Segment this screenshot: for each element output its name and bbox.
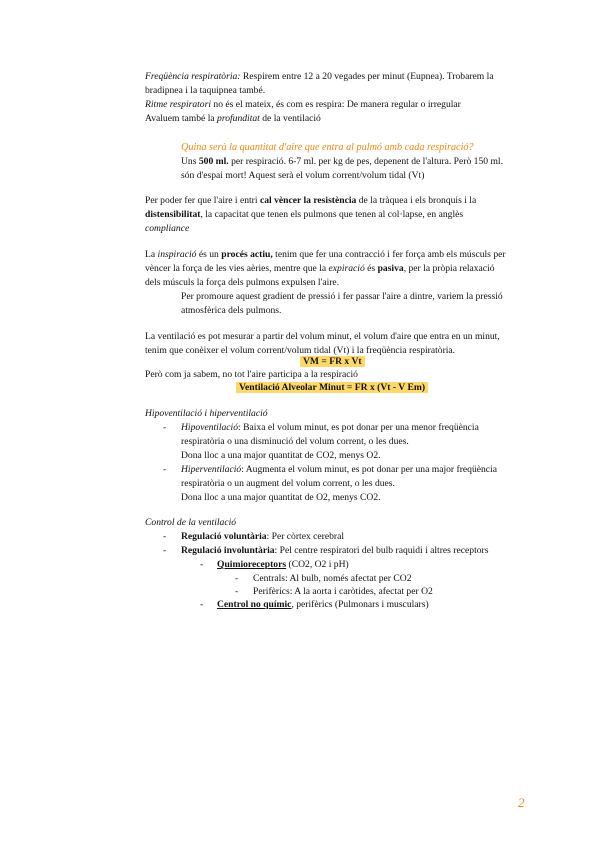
bold-text: procés actiu, — [221, 249, 273, 260]
resistance-line — [145, 194, 476, 208]
formula-text: VM = FR x Vt — [300, 356, 365, 367]
text: : Augmenta el volum minut, es pot donar per una major freqüència — [241, 464, 497, 475]
bold-text: Quimioreceptors — [217, 559, 287, 570]
text-line: Perifèrics: A la aorta i caròtides, afectat per O2 — [253, 586, 433, 597]
text: és un — [196, 249, 222, 260]
chemoreceptors-line — [217, 558, 349, 572]
text: Respirem entre 12 a 20 vegades per minut (Eupnea). Trobarem la — [240, 71, 494, 82]
text-line: bradipnea i la taquipnea també. — [145, 85, 266, 96]
term: profunditat — [217, 113, 260, 124]
compliance-term: compliance — [145, 223, 190, 234]
term: Ritme respiratori — [145, 99, 211, 110]
page-number: 2 — [518, 795, 525, 810]
text: Per poder fer que l'aire i entri — [145, 195, 260, 206]
text-line: atmosfèrica dels pulmons. — [181, 305, 282, 316]
bold-text: cal vèncer la resistència — [259, 195, 357, 206]
inspiration-line — [145, 248, 506, 262]
bullet-dash: - — [163, 531, 167, 542]
text: , la capacitat que tenen els pulmons que tenen al col·lapse, en anglès — [200, 209, 464, 220]
bold-text: Regulació involuntària — [181, 545, 275, 556]
text-line: Per promoure aquest gradient de pressió i fer passar l'aire a dintre, variem la pressió — [181, 291, 503, 302]
text: de la tràquea i els bronquis i la — [356, 195, 477, 206]
text-line: Però com ja sabem, no tot l'aire participa a la respiració — [145, 369, 358, 380]
text-line: La ventilació es pot mesurar a partir del volum minut, el volum d'aire que entra en un minut, — [145, 331, 500, 342]
answer-line — [181, 155, 503, 169]
bullet-dash: - — [200, 559, 204, 570]
text-line: Dona lloc a una major quantitat de O2, menys CO2. — [181, 492, 381, 503]
text: : Baixa el volum minut, es pot donar per una menor freqüència — [238, 422, 479, 433]
text: : Per còrtex cerebral — [266, 531, 345, 542]
bullet-dash: - — [235, 586, 239, 597]
term: Hiperventilació — [181, 464, 242, 475]
depth-line — [145, 112, 321, 126]
formula-text: Ventilació Alveolar Minut = FR x (Vt - V Em) — [236, 382, 428, 393]
text: Avaluem també la — [145, 113, 218, 124]
bold-text: Centrol no químic — [217, 599, 292, 610]
bold-text: distensibilitat — [145, 209, 201, 220]
section-heading: Control de la ventilació — [145, 517, 237, 528]
minute-volume-formula — [300, 355, 365, 369]
text: no és el mateix, és com es respira: De manera regular o irregular — [211, 99, 461, 110]
term: inspiració — [157, 249, 197, 260]
non-chemical-control-line — [217, 598, 429, 612]
bullet-dash: - — [200, 599, 204, 610]
distensibility-line — [145, 208, 463, 222]
text: La — [145, 249, 158, 260]
bullet-dash: - — [163, 464, 167, 475]
voluntary-regulation-line — [181, 530, 344, 544]
bold-text: Regulació voluntària — [181, 531, 267, 542]
respiratory-frequency-line — [145, 70, 494, 84]
text: , perifèrics (Pulmonars i musculars) — [291, 599, 429, 610]
bullet-dash: - — [163, 422, 167, 433]
involuntary-regulation-line — [181, 544, 488, 558]
text: és — [364, 263, 378, 274]
text: tenim que fer una contracció i fer força amb els músculs per — [272, 249, 506, 260]
expiration-line — [145, 262, 495, 276]
alveolar-ventilation-formula — [236, 381, 428, 395]
text: per respiració. 6-7 ml. per kg de pes, depenent de l'altura. Però 150 ml. — [228, 156, 503, 167]
term: Hipoventilació — [181, 422, 239, 433]
bold-text: 500 ml. — [198, 156, 229, 167]
text: vèncer la força de les vies aèries, mentre que la — [145, 263, 329, 274]
text: Uns — [181, 156, 199, 167]
text: de la ventilació — [259, 113, 321, 124]
bullet-dash: - — [163, 545, 167, 556]
bold-text: pasiva — [377, 263, 404, 274]
bullet-dash: - — [235, 573, 239, 584]
hyperventilation-line — [181, 463, 497, 477]
text-line: tenim que conèixer el volum corrent/volum tidal (Vt) i la freqüència respiratòria. — [145, 345, 456, 356]
text-line: Centrals: Al bulb, només afectat per CO2 — [253, 573, 412, 584]
term: expiració — [328, 263, 365, 274]
text-line: respiratòria o una disminució del volum corrent, o les dues. — [181, 436, 409, 447]
hypoventilation-line — [181, 421, 479, 435]
text-line: Dona lloc a una major quantitat de CO2, menys O2. — [181, 450, 381, 461]
answer-line: són d'espai mort! Aquest serà el volum corrent/volum tidal (Vt) — [181, 170, 425, 181]
rhythm-line — [145, 98, 461, 112]
section-heading: Hipoventilació i hiperventilació — [145, 408, 268, 419]
text: : Pel centre respiratori del bulb raquidi i altres receptors — [274, 545, 489, 556]
text-line: respiratòria o un augment del volum corrent, o les dues. — [181, 478, 395, 489]
text-line: dels músculs la força dels pulmons expulsen l'aire. — [145, 277, 340, 288]
term: Freqüència respiratòria: — [145, 71, 241, 82]
question-heading: Quina serà la quantitat d'aire que entra al pulmó amb cada respiració? — [181, 142, 474, 153]
text: (CO2, O2 i pH) — [286, 559, 349, 570]
text: , per la pròpia relaxació — [403, 263, 495, 274]
